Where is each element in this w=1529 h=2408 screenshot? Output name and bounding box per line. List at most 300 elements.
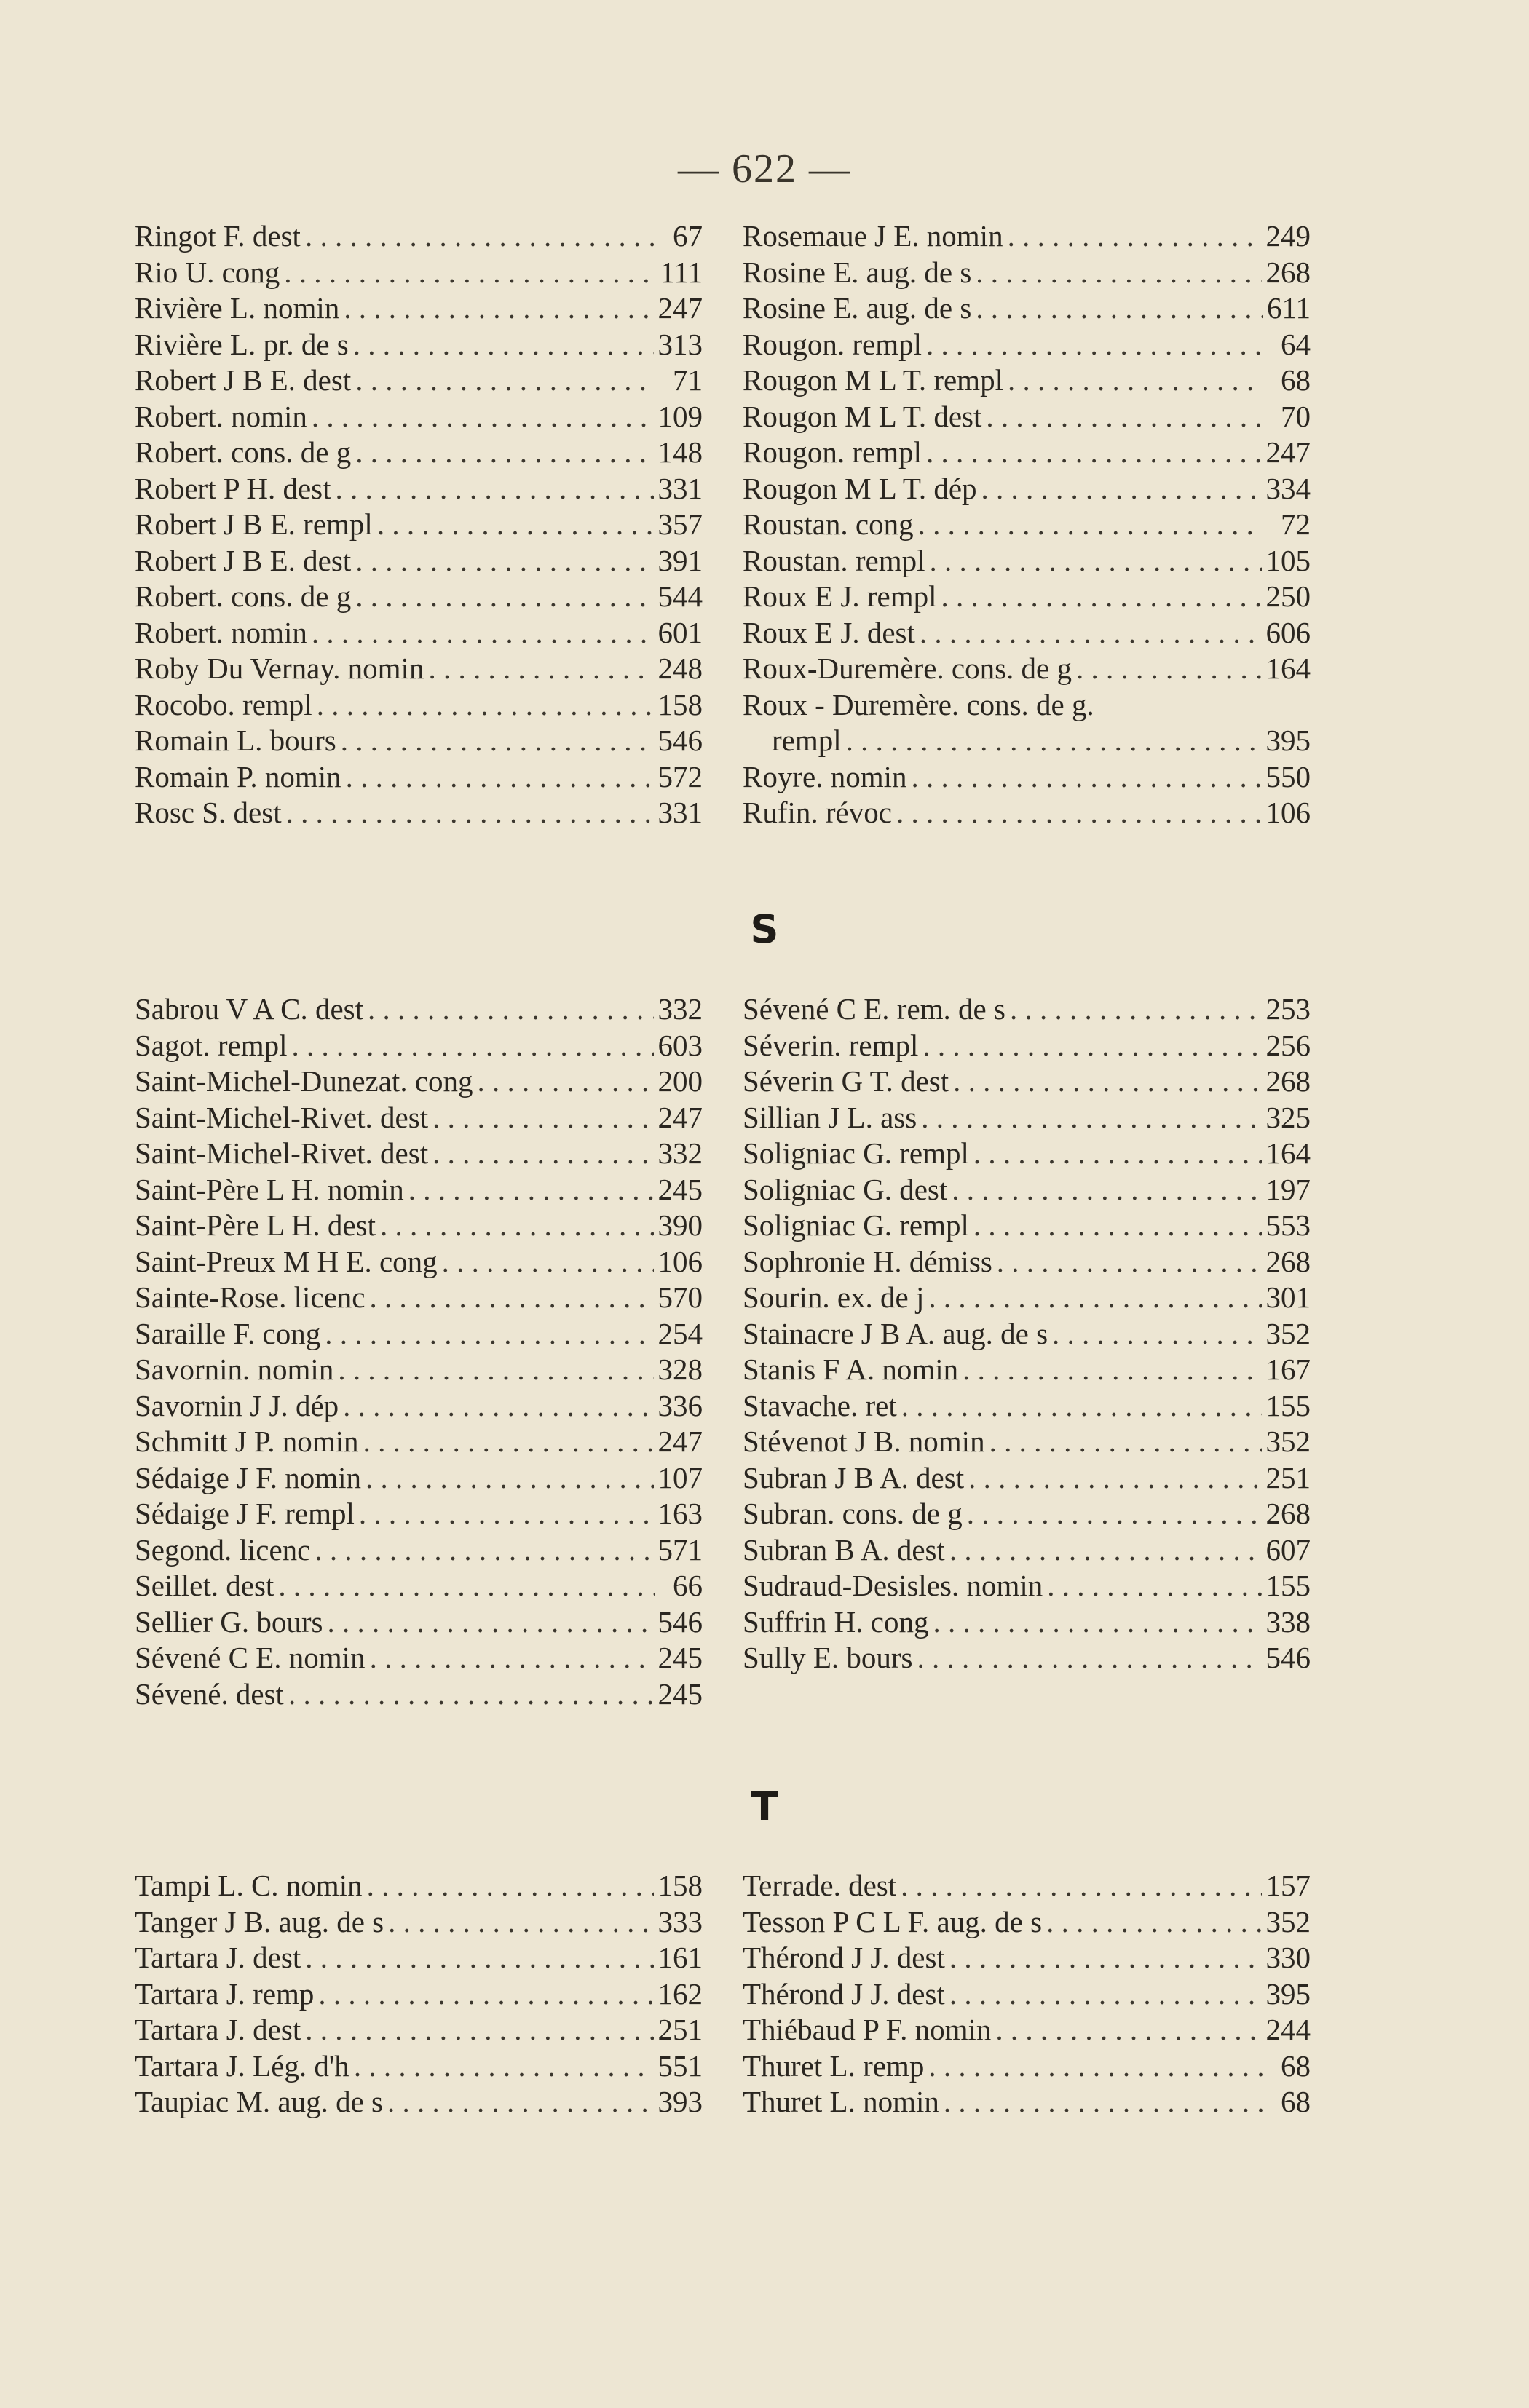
entry-name: Saint-Michel-Rivet. dest: [135, 1136, 429, 1170]
entry-page: 336: [657, 1388, 703, 1422]
entry-name: Tanger J B. aug. de s: [135, 1904, 384, 1938]
entry-name: Robert J B E. dest: [135, 363, 352, 397]
entry-name: Subran J B A. dest: [743, 1460, 965, 1494]
entry-name: Roux E J. dest: [743, 615, 915, 649]
index-entry: [743, 1496, 1311, 1532]
entry-page: 571: [657, 1532, 703, 1567]
entry-name: Segond. licenc: [135, 1532, 311, 1567]
entry-page: 106: [1265, 796, 1311, 829]
entry-name: Stainacre J B A. aug. de s: [743, 1316, 1048, 1350]
index-entry: [743, 1100, 1311, 1136]
entry-page: 332: [657, 1136, 703, 1170]
index-entry: [135, 1028, 703, 1064]
dot-leader: [1046, 1904, 1261, 1941]
entry-page: 158: [657, 1869, 703, 1902]
index-entry: [743, 1604, 1311, 1641]
entry-page: 352: [1265, 1316, 1311, 1350]
entry-name: Thuret L. nomin: [743, 2085, 939, 2118]
entry-page: 256: [1265, 1028, 1311, 1062]
entry-name: Robert. cons. de g: [135, 579, 352, 613]
dot-leader: [284, 255, 655, 291]
entry-name: Stévenot J B. nomin: [743, 1425, 985, 1458]
index-entry: [135, 218, 703, 255]
entry-name: Roby Du Vernay. nomin: [135, 651, 424, 685]
entry-page: 546: [657, 724, 703, 757]
entry-name: Tampi L. C. nomin: [135, 1869, 363, 1902]
index-entry: [743, 2048, 1311, 2085]
index-entry: [135, 1496, 703, 1532]
dot-leader: [380, 1208, 654, 1244]
entry-name: Sourin. ex. de j: [743, 1280, 925, 1314]
dot-leader: [325, 1316, 653, 1352]
entry-name: Rocobo. rempl: [135, 687, 312, 721]
index-entry: [743, 1388, 1311, 1425]
entry-name: Thérond J J. dest: [743, 1941, 945, 1974]
dot-leader: [1010, 991, 1262, 1028]
index-entry: [135, 1424, 703, 1460]
entry-name: Robert J B E. dest: [135, 543, 352, 577]
letter-heading-t: T: [751, 1783, 778, 1829]
entry-page: 72: [1281, 507, 1311, 541]
index-entry: [743, 651, 1311, 687]
index-entry: [135, 1940, 703, 1976]
entry-name: Subran. cons. de g: [743, 1497, 963, 1530]
entry-page: 331: [657, 796, 703, 829]
index-entry: [135, 1244, 703, 1280]
entry-page: 164: [1265, 651, 1311, 685]
entry-page: 71: [673, 363, 703, 397]
index-entry: [135, 1460, 703, 1497]
index-entry: [135, 255, 703, 291]
dot-leader: [305, 218, 655, 255]
index-entry: [743, 255, 1311, 291]
dot-leader: [328, 1604, 654, 1641]
entry-page: 155: [1265, 1388, 1311, 1422]
index-entry: [743, 1976, 1311, 2013]
entry-page: 333: [657, 1904, 703, 1938]
index-entry: [135, 471, 703, 507]
index-entry: [743, 1136, 1311, 1172]
dot-leader: [353, 327, 654, 363]
entry-name: Robert. nomin: [135, 399, 307, 433]
index-entry: [743, 1280, 1311, 1316]
entry-name: Soligniac G. rempl: [743, 1136, 969, 1170]
dot-leader: [926, 435, 1262, 471]
entry-page: 546: [1265, 1641, 1311, 1674]
dot-leader: [278, 1568, 655, 1604]
index-entry: [743, 579, 1311, 615]
index-entry: [743, 1172, 1311, 1208]
dot-leader: [288, 1676, 654, 1713]
index-entry: [743, 1532, 1311, 1569]
letter-heading-s: S: [750, 906, 779, 952]
entry-name: Sellier G. bours: [135, 1604, 323, 1639]
index-entry: [135, 723, 703, 759]
index-entry: [743, 1316, 1311, 1352]
dot-leader: [968, 1460, 1261, 1497]
entry-name: Saint-Michel-Dunezat. cong: [135, 1064, 473, 1098]
entry-page: 268: [1265, 1497, 1311, 1530]
entry-name: Stanis F A. nomin: [743, 1352, 959, 1386]
dot-leader: [408, 1172, 654, 1208]
dot-leader: [318, 1976, 653, 2013]
index-entry: [743, 1064, 1311, 1100]
dot-leader: [918, 507, 1263, 543]
dot-leader: [312, 399, 654, 435]
index-entry: [743, 1352, 1311, 1388]
entry-page: 393: [657, 2085, 703, 2118]
entry-name: Taupiac M. aug. de s: [135, 2085, 383, 2118]
index-entry: [743, 507, 1311, 543]
dot-leader: [343, 1388, 653, 1425]
entry-name: Royre. nomin: [743, 759, 907, 793]
dot-leader: [933, 1604, 1261, 1641]
entry-page: 572: [657, 759, 703, 793]
entry-page: 395: [1265, 1976, 1311, 2011]
entry-page: 268: [1265, 255, 1311, 289]
column-right: [743, 991, 1311, 1676]
index-entry: [135, 543, 703, 579]
dot-leader: [478, 1064, 654, 1100]
dot-leader: [952, 1172, 1261, 1208]
dot-leader: [896, 795, 1262, 831]
index-entry: [135, 507, 703, 543]
entry-name: Roux E J. rempl: [743, 579, 937, 613]
dot-leader: [377, 507, 654, 543]
index-entry: [135, 399, 703, 435]
index-entry: [743, 1568, 1311, 1604]
entry-name: Ringot F. dest: [135, 219, 301, 253]
index-entry: [743, 2012, 1311, 2048]
entry-name: Roustan. rempl: [743, 543, 925, 577]
entry-name: Rufin. révoc: [743, 796, 892, 829]
entry-page: 157: [1265, 1869, 1311, 1902]
dot-leader: [355, 435, 653, 471]
entry-page: 164: [1265, 1136, 1311, 1170]
entry-page: 332: [657, 992, 703, 1026]
dot-leader: [976, 290, 1263, 327]
index-entry: [135, 1976, 703, 2013]
entry-page: 68: [1281, 2048, 1311, 2083]
entry-name: Saint-Michel-Rivet. dest: [135, 1100, 429, 1134]
dot-leader: [355, 543, 653, 579]
dot-leader: [967, 1496, 1262, 1532]
dot-leader: [986, 399, 1263, 435]
entry-name: Roux-Duremère. cons. de g: [743, 651, 1072, 685]
entry-page: 601: [657, 615, 703, 649]
entry-page: 161: [657, 1941, 703, 1974]
entry-name: Rosc S. dest: [135, 796, 282, 829]
entry-page: 268: [1265, 1064, 1311, 1098]
dot-leader: [901, 1388, 1262, 1425]
index-entry: [135, 1388, 703, 1425]
index-entry: [135, 991, 703, 1028]
dot-leader: [370, 1280, 654, 1316]
dot-leader: [926, 327, 1263, 363]
index-entry: [743, 991, 1311, 1028]
entry-page: 607: [1265, 1532, 1311, 1567]
entry-page: 268: [1265, 1244, 1311, 1278]
entry-page: 68: [1281, 2085, 1311, 2118]
entry-name: Saint-Preux M H E. cong: [135, 1244, 438, 1278]
entry-page: 395: [1265, 724, 1311, 757]
page-number: — 622 —: [678, 146, 851, 191]
index-entry: [135, 1352, 703, 1388]
dot-leader: [921, 1100, 1261, 1136]
index-entry: [743, 327, 1311, 363]
index-entry: [743, 1868, 1311, 1904]
entry-name: Soligniac G. rempl: [743, 1208, 969, 1242]
dot-leader: [368, 991, 653, 1028]
dot-leader: [846, 723, 1262, 759]
dot-leader: [355, 363, 655, 399]
entry-name: Robert J B E. rempl: [135, 507, 373, 541]
entry-page: 611: [1267, 291, 1311, 325]
dot-leader: [928, 1280, 1261, 1316]
entry-name: Rougon. rempl: [743, 435, 922, 469]
dot-leader: [995, 2012, 1261, 2048]
entry-name: Rougon M L T. dép: [743, 471, 977, 505]
index-entry: [743, 759, 1311, 796]
dot-leader: [432, 1100, 653, 1136]
dot-leader: [432, 1136, 653, 1172]
entry-page: 200: [657, 1064, 703, 1098]
entry-name: Savornin J J. dép: [135, 1388, 339, 1422]
entry-name: Séverin G T. dest: [743, 1064, 949, 1098]
index-entry: [743, 2084, 1311, 2120]
entry-page: 357: [657, 507, 703, 541]
dot-leader: [981, 471, 1262, 507]
column-right: [743, 218, 1311, 831]
dot-leader: [354, 2048, 654, 2085]
dot-leader: [928, 2048, 1263, 2085]
entry-name: Rosine E. aug. de s: [743, 255, 972, 289]
dot-leader: [388, 1904, 653, 1941]
entry-name: Saint-Père L H. dest: [135, 1208, 376, 1242]
entry-name: Sédaige J F. nomin: [135, 1460, 362, 1494]
index-entry: [743, 615, 1311, 651]
index-entry: [135, 1280, 703, 1316]
index-entry: [743, 1208, 1311, 1244]
entry-page: 553: [1265, 1208, 1311, 1242]
entry-page: 546: [657, 1604, 703, 1639]
dot-leader: [963, 1352, 1261, 1388]
entry-name: Sudraud-Desisles. nomin: [743, 1569, 1043, 1602]
entry-page: 325: [1265, 1100, 1311, 1134]
dot-leader: [941, 579, 1261, 615]
entry-name: Robert. cons. de g: [135, 435, 352, 469]
index-entry: [135, 1316, 703, 1352]
index-entry: [743, 1424, 1311, 1460]
entry-page: 247: [1265, 435, 1311, 469]
entry-page: 606: [1265, 615, 1311, 649]
index-entry: [135, 1868, 703, 1904]
dot-leader: [953, 1064, 1261, 1100]
entry-name: Roustan. cong: [743, 507, 914, 541]
index-entry: [135, 1136, 703, 1172]
entry-page: 334: [1265, 471, 1311, 505]
entry-page: 155: [1265, 1569, 1311, 1602]
entry-name: Thérond J J. dest: [743, 1976, 945, 2011]
entry-name: rempl: [772, 724, 842, 757]
index-entry: [743, 435, 1311, 471]
entry-page: 245: [657, 1641, 703, 1674]
dot-leader: [344, 290, 653, 327]
dot-leader: [989, 1424, 1262, 1460]
index-entry: [743, 543, 1311, 579]
index-entry: [135, 1172, 703, 1208]
dot-leader: [949, 1976, 1262, 2013]
entry-page: 301: [1265, 1280, 1311, 1314]
entry-page: 245: [657, 1172, 703, 1206]
entry-page: 352: [1265, 1904, 1311, 1938]
entry-name: Saint-Père L H. nomin: [135, 1172, 404, 1206]
index-entry: [135, 1532, 703, 1569]
entry-page: 163: [657, 1497, 703, 1530]
index-entry: [135, 290, 703, 327]
entry-name: Rosine E. aug. de s: [743, 291, 972, 325]
dot-leader: [317, 687, 654, 724]
dot-leader: [428, 651, 653, 687]
index-entry: [135, 2048, 703, 2085]
entry-name: Sainte-Rose. licenc: [135, 1280, 366, 1314]
dot-leader: [315, 1532, 653, 1569]
index-entry: [743, 471, 1311, 507]
entry-page: 391: [657, 543, 703, 577]
entry-page: 551: [657, 2048, 703, 2083]
dot-leader: [920, 615, 1262, 651]
entry-page: 328: [657, 1352, 703, 1386]
entry-name: Tartara J. dest: [135, 1941, 301, 1974]
index-entry: [135, 1604, 703, 1641]
index-entry: [135, 1568, 703, 1604]
entry-name: Rivière L. nomin: [135, 291, 340, 325]
entry-name: Robert P H. dest: [135, 471, 331, 505]
index-entry: [135, 2084, 703, 2120]
entry-name: Séverin. rempl: [743, 1028, 919, 1062]
index-entry: [135, 1676, 703, 1713]
column-right: [743, 1868, 1311, 2120]
entry-page: 158: [657, 687, 703, 721]
entry-page: 162: [657, 1976, 703, 2011]
dot-leader: [1008, 218, 1262, 255]
dot-leader: [976, 255, 1261, 291]
entry-name: Rio U. cong: [135, 255, 280, 289]
entry-page: 148: [657, 435, 703, 469]
entry-page: 247: [657, 1100, 703, 1134]
index-entry: [135, 615, 703, 651]
dot-leader: [442, 1244, 654, 1280]
entry-page: 197: [1265, 1172, 1311, 1206]
column-left: [135, 218, 703, 831]
index-entry: [743, 1460, 1311, 1497]
entry-name: Soligniac G. dest: [743, 1172, 948, 1206]
dot-leader: [944, 2084, 1263, 2120]
entry-page: 253: [1265, 992, 1311, 1026]
index-entry: [743, 1940, 1311, 1976]
entry-name: Romain P. nomin: [135, 759, 341, 793]
index-entry: [743, 1640, 1311, 1676]
entry-page: 109: [657, 399, 703, 433]
entry-page: 248: [657, 651, 703, 685]
dot-leader: [367, 1868, 654, 1904]
dot-leader: [930, 543, 1262, 579]
dot-leader: [1008, 363, 1263, 399]
column-left: [135, 991, 703, 1712]
entry-page: 338: [1265, 1604, 1311, 1639]
entry-name: Sillian J L. ass: [743, 1100, 917, 1134]
entry-name: Sédaige J F. rempl: [135, 1497, 355, 1530]
index-entry: [135, 1100, 703, 1136]
entry-page: 331: [657, 471, 703, 505]
entry-name: Rosemaue J E. nomin: [743, 219, 1003, 253]
index-entry: [135, 795, 703, 831]
dot-leader: [305, 1940, 653, 1976]
dot-leader: [1052, 1316, 1261, 1352]
entry-name: Sabrou V A C. dest: [135, 992, 364, 1026]
entry-name: Romain L. bours: [135, 724, 336, 757]
entry-name: Rougon M L T. dest: [743, 399, 982, 433]
dot-leader: [1047, 1568, 1261, 1604]
index-entry: [135, 759, 703, 796]
dot-leader: [341, 723, 654, 759]
dot-leader: [292, 1028, 654, 1064]
dot-leader: [973, 1208, 1262, 1244]
index-entry: [743, 290, 1311, 327]
entry-name: Sévené C E. nomin: [135, 1641, 366, 1674]
entry-name: Sophronie H. démiss: [743, 1244, 992, 1278]
index-entry: [135, 687, 703, 724]
index-entry: [743, 1904, 1311, 1941]
entry-name: Roux - Duremère. cons. de g.: [743, 687, 1094, 721]
entry-name: Sully E. bours: [743, 1641, 913, 1674]
dot-leader: [973, 1136, 1262, 1172]
entry-page: 68: [1281, 363, 1311, 397]
section-s: [135, 991, 1321, 1719]
entry-name: Rougon. rempl: [743, 327, 922, 361]
dot-leader: [370, 1640, 654, 1676]
dot-leader: [355, 579, 653, 615]
index-entry: [743, 723, 1311, 759]
entry-name: Stavache. ret: [743, 1388, 897, 1422]
entry-name: Schmitt J P. nomin: [135, 1425, 359, 1458]
dot-leader: [949, 1532, 1262, 1569]
entry-page: 251: [657, 2013, 703, 2046]
entry-page: 390: [657, 1208, 703, 1242]
entry-name: Subran B A. dest: [743, 1532, 945, 1567]
dot-leader: [366, 1460, 653, 1497]
dot-leader: [1076, 651, 1261, 687]
entry-page: 244: [1265, 2013, 1311, 2046]
dot-leader: [336, 471, 654, 507]
index-entry: [743, 399, 1311, 435]
entry-name: Sévené C E. rem. de s: [743, 992, 1005, 1026]
index-entry: [135, 1904, 703, 1941]
entry-page: 603: [657, 1028, 703, 1062]
entry-page: 106: [657, 1244, 703, 1278]
entry-name: Thiébaud P F. nomin: [743, 2013, 992, 2046]
dot-leader: [949, 1940, 1262, 1976]
index-entry: [135, 363, 703, 399]
entry-name: Tartara J. dest: [135, 2013, 301, 2046]
index-entry: [743, 218, 1311, 255]
index-entry: [135, 435, 703, 471]
index-entry: [743, 795, 1311, 831]
dot-leader: [363, 1424, 654, 1460]
entry-page: 67: [673, 219, 703, 253]
entry-page: 107: [657, 1460, 703, 1494]
entry-name: Suffrin H. cong: [743, 1604, 929, 1639]
